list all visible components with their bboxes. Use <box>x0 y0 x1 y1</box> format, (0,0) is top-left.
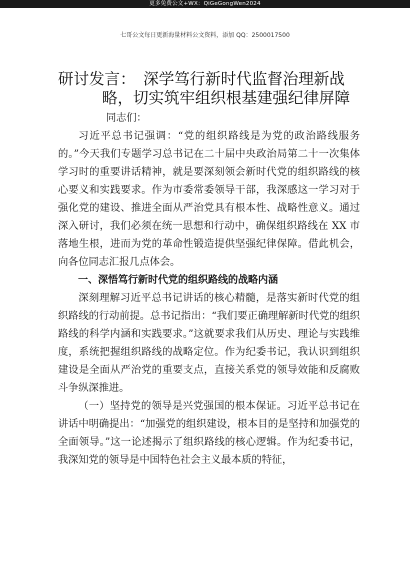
paragraph-1: 习近平总书记强调：“党的组织路线是为党的政治路线服务的。”今天我们专题学习总书记在二十届中央政治局第二十一次集体学习时的重要讲话精神，就是要深刻领会新时代党的组织路线的核心要义和实践要求。作为市委常委领导干部，我深感这一学习对于强化党的建设、推进全面从严治党具有根本性、战略性意义。通过深入研讨，我们必须在统一思想和行动中，确保组织路线在 XX 市落地生根，进而为党的革命性锻造提供坚强纪律保障。借此机会，向各位同志汇报几点体会。 <box>58 131 360 268</box>
top-banner <box>0 0 410 8</box>
greeting: 同志们： <box>106 113 147 124</box>
paragraph-3: （一）坚持党的领导是兴党强国的根本保证。习近平总书记在讲话中明确提出：“加强党的组织建设，根本目的是坚持和加强党的全面领导。”这一论述揭示了组织路线的核心逻辑。作为纪委书记，我深知党的领导是中国特色社会主义最本质的特征， <box>58 401 360 466</box>
title-line-2: 略，切实筑牢组织根基建强纪律屏障 <box>102 89 351 107</box>
document-body <box>58 110 360 470</box>
document-title <box>58 70 368 108</box>
section-heading-1: 一、深悟笃行新时代党的组织路线的战略内涵 <box>78 275 278 286</box>
paragraph-2: 深刻理解习近平总书记讲话的核心精髓，是落实新时代党的组织路线的行动前提。总书记指出：“我们要正确理解新时代党的组织路线的科学内涵和实践要求。”这就要求我们从历史、理论与实践维度，系统把握组织路线的战略定位。作为纪委书记，我认识到组织建设是全面从严治党的重要支点，直接关系党的领导效能和反腐败斗争纵深推进。 <box>58 293 360 394</box>
header-notice: 七哥公文每日更新海量材料公文资料，添加 QQ：2500017500 <box>120 32 290 39</box>
title-line-1: 研讨发言： 深学笃行新时代监督治理新战 <box>58 70 345 88</box>
banner-text: 更多免费公文+WX：QiGeGongWen2024 <box>149 1 261 7</box>
